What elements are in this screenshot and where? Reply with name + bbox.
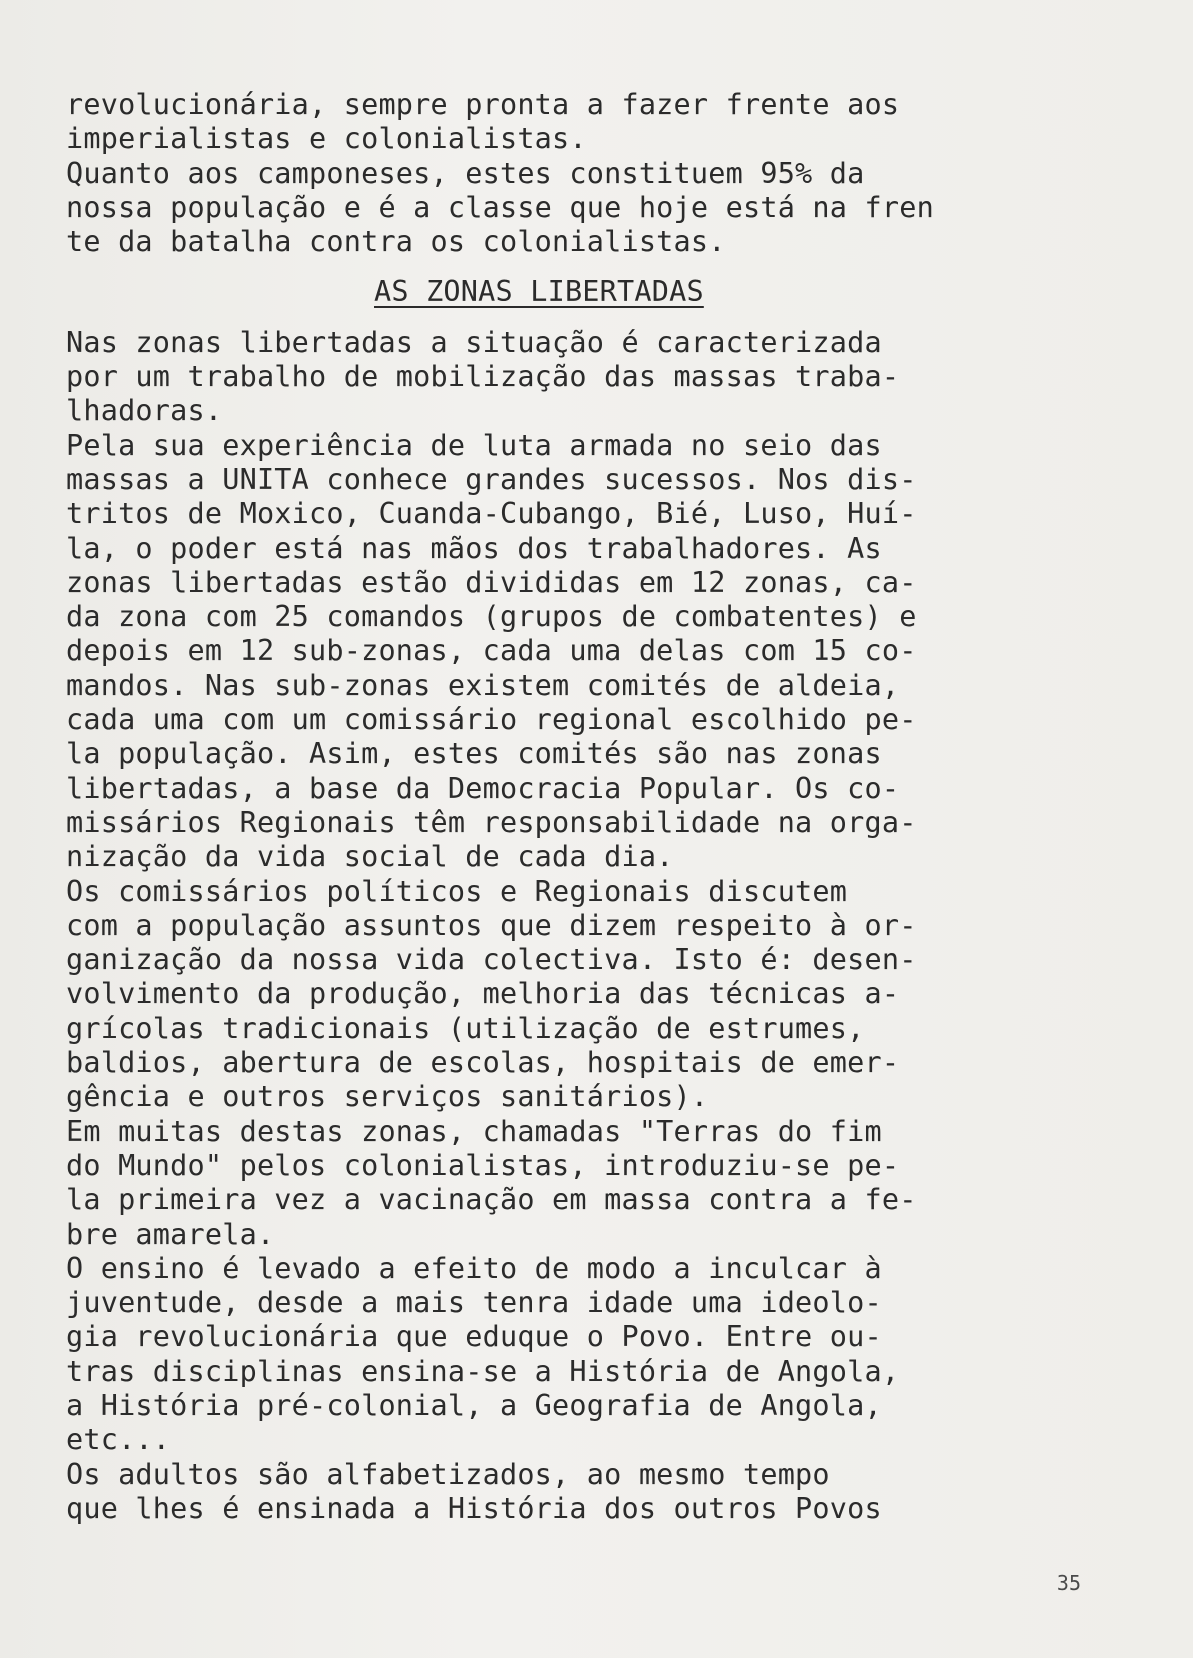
text-line: nização da vida social de cada dia. — [66, 840, 674, 874]
text-line: lhadoras. — [66, 394, 223, 428]
text-line: nossa população e é a classe que hoje está na fren — [66, 190, 934, 224]
paragraph — [66, 1115, 1106, 1252]
page-number: 35 — [1056, 1571, 1081, 1595]
text-line: Os adultos são alfabetizados, ao mesmo tempo — [66, 1457, 830, 1491]
text-line: tritos de Moxico, Cuanda-Cubango, Bié, Luso, Huí- — [66, 497, 917, 531]
text-line: do Mundo" pelos colonialistas, introduziu-se pe- — [66, 1148, 900, 1182]
paragraph — [66, 1458, 1106, 1527]
text-line: missários Regionais têm responsabilidade na orga- — [66, 805, 917, 839]
text-line: etc... — [66, 1423, 171, 1457]
text-line: Quanto aos camponeses, estes constituem 95% da — [66, 156, 865, 190]
paragraph — [66, 429, 1106, 875]
paragraph — [66, 1252, 1106, 1458]
text-line: grícolas tradicionais (utilização de estrumes, — [66, 1011, 865, 1045]
text-line: por um trabalho de mobilização das massas traba- — [66, 360, 900, 394]
paragraph — [66, 88, 1106, 157]
text-line: a História pré-colonial, a Geografia de Angola, — [66, 1388, 882, 1422]
text-line: Nas zonas libertadas a situação é caracterizada — [66, 325, 882, 359]
text-line: bre amarela. — [66, 1217, 275, 1251]
text-line: libertadas, a base da Democracia Popular. Os co- — [66, 771, 900, 805]
paragraph — [66, 875, 1106, 1115]
text-line: la, o poder está nas mãos dos trabalhadores. As — [66, 531, 882, 565]
text-line: gia revolucionária que eduque o Povo. Entre ou- — [66, 1320, 882, 1354]
text-line: Pela sua experiência de luta armada no seio das — [66, 428, 882, 462]
text-line: da zona com 25 comandos (grupos de combatentes) e — [66, 600, 917, 634]
text-line: com a população assuntos que dizem respeito à or- — [66, 908, 917, 942]
text-line: Os comissários políticos e Regionais discutem — [66, 874, 848, 908]
text-line: depois em 12 sub-zonas, cada uma delas com 15 co- — [66, 634, 917, 668]
text-line: la população. Asim, estes comités são nas zonas — [66, 737, 882, 771]
text-line: ganização da nossa vida colectiva. Isto é: desen- — [66, 943, 917, 977]
text-line: O ensino é levado a efeito de modo a inculcar à — [66, 1251, 882, 1285]
text-line: que lhes é ensinada a História dos outros Povos — [66, 1491, 882, 1525]
text-line: cada uma com um comissário regional escolhido pe- — [66, 703, 917, 737]
text-line: zonas libertadas estão divididas em 12 zonas, ca- — [66, 565, 917, 599]
text-line: Em muitas destas zonas, chamadas "Terras do fim — [66, 1114, 882, 1148]
text-line: tras disciplinas ensina-se a História de Angola, — [66, 1354, 900, 1388]
text-line: mandos. Nas sub-zonas existem comités de aldeia, — [66, 668, 900, 702]
text-line: juventude, desde a mais tenra idade uma ideolo- — [66, 1286, 882, 1320]
text-line: revolucionária, sempre pronta a fazer frente aos — [66, 88, 900, 121]
paragraph — [66, 157, 1106, 260]
text-line: massas a UNITA conhece grandes sucessos. Nos dis- — [66, 462, 917, 496]
text-line: volvimento da produção, melhoria das técnicas a- — [66, 977, 900, 1011]
text-line: te da batalha contra os colonialistas. — [66, 225, 726, 259]
text-line: la primeira vez a vacinação em massa contra a fe- — [66, 1183, 917, 1217]
text-line: gência e outros serviços sanitários). — [66, 1080, 709, 1114]
section-heading: AS ZONAS LIBERTADAS — [374, 275, 704, 309]
page-text — [66, 88, 1106, 1526]
text-line: baldios, abertura de escolas, hospitais de emer- — [66, 1046, 900, 1080]
text-line: imperialistas e colonialistas. — [66, 122, 587, 156]
paragraph — [66, 326, 1106, 429]
